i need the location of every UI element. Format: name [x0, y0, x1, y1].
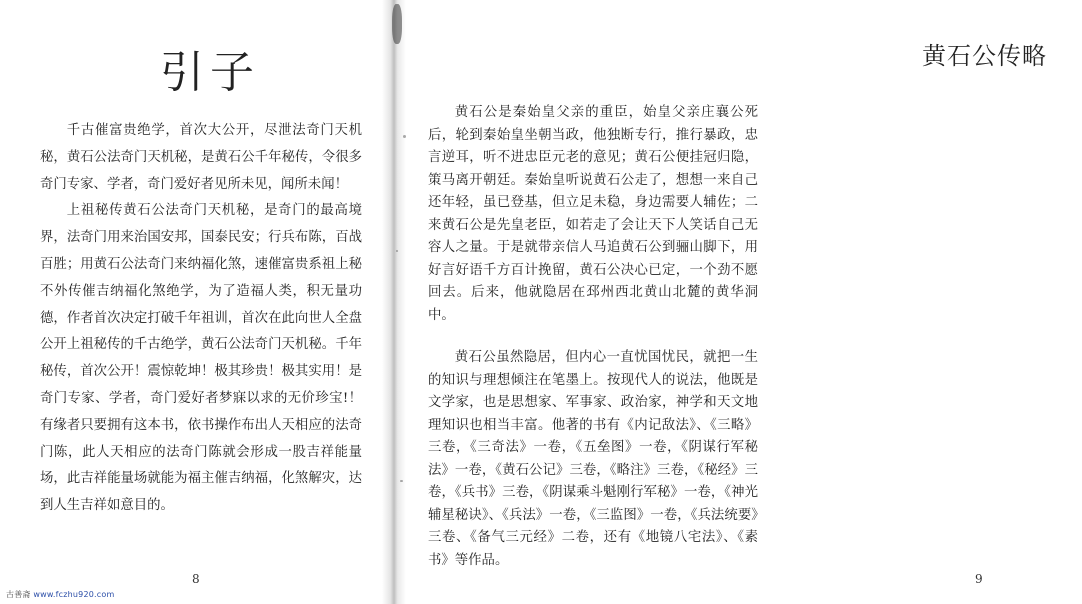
scan-speck [396, 250, 398, 252]
left-page-number: 8 [192, 572, 200, 586]
left-page-body [40, 118, 362, 520]
scan-speck [400, 480, 403, 482]
paragraph: 黄石公虽然隐居，但内心一直忧国忧民，就把一生的知识与理想倾注在笔墨上。按现代人的说法，他既是文学家，也是思想家、军事家、政治家，神学和天文地理知识也相当丰富。他著的书有《内记敌法》、《三略》三卷，《三奇法》一卷，《五垒图》一卷，《阴谋行军秘法》一卷，《黄石公记》三卷，《略注》三卷，《秘经》三卷，《兵书》三卷，《阴谋乘斗魁刚行军秘》一卷，《神光辅星秘诀》、《兵法》一卷，《三监图》一卷，《兵法统要》三卷、《备气三元经》二卷，还有《地镜八宅法》、《素书》等作品。 [428, 350, 758, 568]
paragraph: 千古催富贵绝学，首次大公开，尽泄法奇门天机秘，黄石公法奇门天机秘，是黄石公千年秘传，令很多奇门专家、学者，奇门爱好者见所未见，闻所未闻！ [40, 123, 362, 192]
left-page-title: 引子 [160, 47, 260, 98]
right-page-number: 9 [975, 572, 983, 586]
paragraph: 黄石公是秦始皇父亲的重臣，始皇父亲庄襄公死后，轮到秦始皇坐朝当政，他独断专行，推行暴政，忠言逆耳，听不进忠臣元老的意见；黄石公便挂冠归隐，策马离开朝廷。秦始皇听说黄石公走了，想想一来自己还年轻，虽已登基，但立足未稳，身边需要人辅佐；二来黄石公是先皇老臣，如若走了会让天下人笑话自己无容人之量。于是就带亲信人马追黄石公到骊山脚下，用好言好语千方百计挽留，黄石公决心已定，一个劲不愿回去。后来，他就隐居在邳州西北黄山北麓的黄华洞中。 [428, 105, 758, 323]
watermark-label: 古善斋 [6, 590, 31, 599]
watermark [6, 589, 114, 600]
paragraph: 上祖秘传黄石公法奇门天机秘，是奇门的最高境界，法奇门用来治国安邦，国泰民安；行兵布陈，百战百胜；用黄石公法奇门来纳福化煞，速催富贵系祖上秘不外传催吉纳福化煞绝学，为了造福人类，积无量功德，作者首次决定打破千年祖训，首次在此向世人全盘公开上祖秘传的千古绝学，黄石公法奇门天机秘。千年秘传，首次公开！震惊乾坤！极其珍贵！极其实用！是奇门专家、学者，奇门爱好者梦寐以求的无价珍宝!！有缘者只要拥有这本书，依书操作布出人天相应的法奇门陈，此人天相应的法奇门陈就会形成一股吉祥能量场，此吉祥能量场就能为福主催吉纳福，化煞解灾，达到人生吉祥如意目的。 [40, 203, 362, 514]
right-page-title: 黄石公传略 [922, 42, 1047, 70]
scan-speck [403, 135, 406, 138]
watermark-site: www.fczhu920.com [33, 590, 115, 599]
left-page [0, 0, 390, 604]
right-page-body [428, 102, 758, 572]
